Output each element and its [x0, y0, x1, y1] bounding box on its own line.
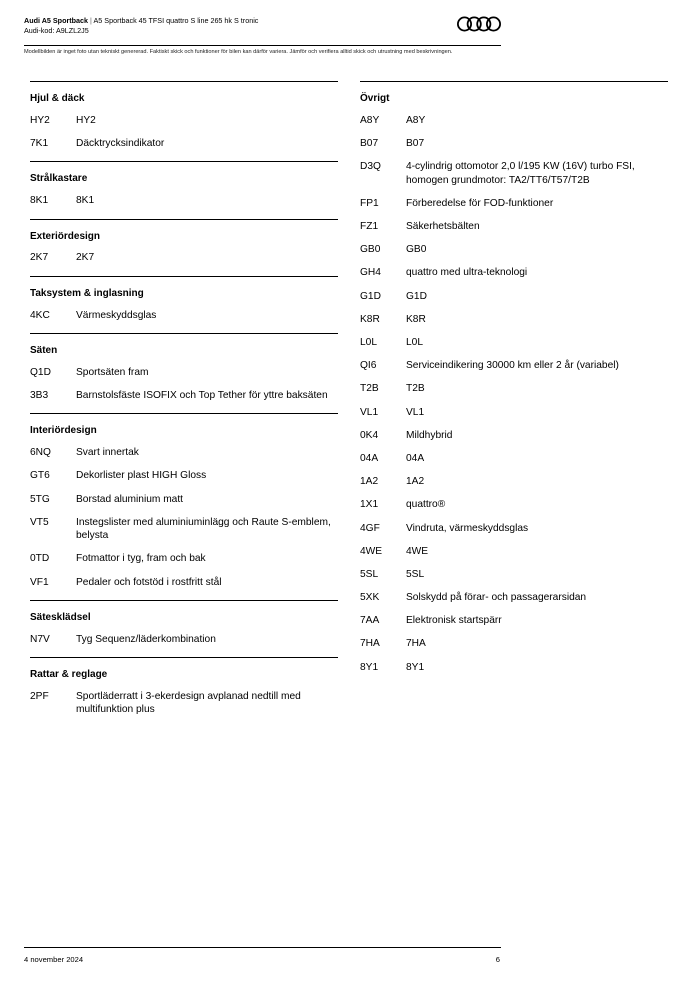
- equipment-row: [360, 109, 668, 132]
- equipment-row: [30, 685, 338, 722]
- equipment-code: 2PF: [30, 690, 49, 702]
- equipment-code: K8R: [360, 313, 380, 325]
- model-line: [24, 16, 424, 26]
- equipment-description: G1D: [406, 290, 427, 302]
- equipment-description: Fotmattor i tyg, fram och bak: [76, 553, 206, 565]
- equipment-description: 04A: [406, 452, 425, 464]
- equipment-description: Förberedelse för FOD-funktioner: [406, 197, 554, 209]
- equipment-description: L0L: [406, 337, 423, 349]
- equipment-row: [360, 656, 668, 679]
- equipment-description: Säkerhetsbälten: [406, 221, 480, 233]
- audi-rings-logo-icon: [456, 15, 502, 33]
- equipment-code: HY2: [30, 114, 50, 126]
- equipment-code: A8Y: [360, 114, 380, 126]
- equipment-description: 8Y1: [406, 661, 425, 673]
- equipment-code: 3B3: [30, 389, 49, 401]
- equipment-code: 1A2: [360, 476, 379, 488]
- equipment-section: [30, 333, 338, 413]
- equipment-description: Dekorlister plast HIGH Gloss: [76, 470, 207, 482]
- equipment-code: GB0: [360, 244, 381, 256]
- equipment-row: [360, 517, 668, 540]
- equipment-row: [360, 540, 668, 563]
- equipment-code: 0TD: [30, 553, 50, 565]
- section-title: Interiördesign: [30, 425, 97, 437]
- equipment-description: Vindruta, värmeskyddsglas: [406, 522, 529, 534]
- equipment-description: Däcktrycksindikator: [76, 138, 165, 150]
- model-variant: A5 Sportback 45 TFSI quattro S line 265 hk S tronic: [93, 16, 259, 25]
- equipment-description: Mildhybrid: [406, 429, 453, 441]
- equipment-description: Värmeskyddsglas: [76, 309, 157, 321]
- equipment-row: [360, 633, 668, 656]
- equipment-description: 4WE: [406, 545, 429, 557]
- equipment-description: quattro®: [406, 499, 446, 511]
- audi-code-value: A9LZL2J5: [55, 26, 89, 35]
- disclaimer-text: Modellbilden är inget foto utan tekniskt genererad. Faktiskt skick och funktioner för bilen kan därför variera. Jämför och verifiera alltid skick och utrustning med beskrivningen.: [24, 49, 453, 55]
- equipment-code: 2K7: [30, 252, 49, 264]
- equipment-code: FP1: [360, 197, 379, 209]
- equipment-description: GB0: [406, 244, 427, 256]
- equipment-code: 7AA: [360, 615, 380, 627]
- audi-code-line: [24, 26, 424, 36]
- equipment-code: 6NQ: [30, 447, 51, 459]
- equipment-row: [360, 285, 668, 308]
- equipment-description: T2B: [406, 383, 425, 395]
- equipment-row: [30, 247, 338, 270]
- header-divider: [24, 45, 501, 46]
- equipment-row: [30, 628, 338, 651]
- equipment-description: A8Y: [406, 114, 426, 126]
- equipment-row: [360, 378, 668, 401]
- equipment-row: [360, 401, 668, 424]
- equipment-code: 0K4: [360, 429, 379, 441]
- equipment-row: [30, 511, 338, 548]
- equipment-description: Svart innertak: [76, 447, 139, 459]
- equipment-description: 4-cylindrig ottomotor 2,0 l/195 KW (16V) turbo FSI, homogen grundmotor: TA2/TT6/T57/T2B: [406, 161, 635, 186]
- equipment-description: B07: [406, 138, 425, 150]
- equipment-description: Instegslister med aluminiuminlägg och Raute S-emblem, belysta: [76, 516, 331, 542]
- equipment-row: [30, 488, 338, 511]
- equipment-row: [30, 441, 338, 464]
- document-header: [24, 16, 424, 36]
- model-name: Audi A5 Sportback: [24, 16, 89, 25]
- equipment-column-left: [30, 81, 338, 728]
- section-title: Taksystem & inglasning: [30, 287, 144, 299]
- footer-divider: [24, 947, 501, 948]
- equipment-code: 7HA: [360, 638, 380, 650]
- equipment-row: [360, 494, 668, 517]
- equipment-row: [360, 132, 668, 155]
- equipment-code: T2B: [360, 383, 379, 395]
- equipment-row: [360, 331, 668, 354]
- equipment-code: 5XK: [360, 592, 380, 604]
- equipment-row: [360, 609, 668, 632]
- equipment-description: Pedaler och fotstöd i rostfritt stål: [76, 576, 222, 588]
- section-title: Rattar & reglage: [30, 669, 108, 681]
- equipment-description: VL1: [406, 406, 425, 418]
- equipment-section: [30, 413, 338, 600]
- equipment-description: 5SL: [406, 568, 425, 580]
- equipment-row: [360, 192, 668, 215]
- equipment-row: [360, 262, 668, 285]
- section-title: Strålkastare: [30, 173, 88, 185]
- equipment-row: [360, 563, 668, 586]
- header-separator: |: [90, 16, 92, 25]
- equipment-row: [30, 548, 338, 571]
- section-title: Exteriördesign: [30, 230, 101, 242]
- equipment-row: [30, 571, 338, 594]
- equipment-code: D3Q: [360, 161, 381, 173]
- equipment-row: [30, 361, 338, 384]
- equipment-code: 04A: [360, 452, 379, 464]
- equipment-code: 8K1: [30, 195, 49, 207]
- equipment-section: [30, 600, 338, 657]
- equipment-description: Tyg Sequenz/läderkombination: [76, 633, 216, 645]
- equipment-row: [360, 470, 668, 493]
- equipment-section: [30, 81, 338, 161]
- equipment-description: 8K1: [76, 195, 95, 207]
- equipment-row: [360, 155, 668, 192]
- equipment-row: [30, 189, 338, 212]
- equipment-row: [360, 215, 668, 238]
- equipment-code: 4KC: [30, 309, 50, 321]
- equipment-code: 8Y1: [360, 661, 379, 673]
- equipment-description: Serviceindikering 30000 km eller 2 år (variabel): [406, 360, 619, 372]
- equipment-section: [30, 161, 338, 218]
- equipment-code: 4WE: [360, 545, 383, 557]
- equipment-code: VT5: [30, 516, 49, 528]
- equipment-code: GT6: [30, 470, 50, 482]
- section-title: Övrigt: [360, 93, 390, 104]
- equipment-row: [360, 308, 668, 331]
- equipment-code: G1D: [360, 290, 381, 302]
- equipment-description: Solskydd på förar- och passagerarsidan: [406, 592, 587, 604]
- equipment-description: quattro med ultra-teknologi: [406, 267, 528, 279]
- section-title: Sätesklädsel: [30, 611, 91, 623]
- equipment-row: [360, 586, 668, 609]
- section-title: Hjul & däck: [30, 93, 85, 104]
- equipment-description: Sportsäten fram: [76, 366, 149, 378]
- equipment-row: [360, 238, 668, 261]
- equipment-code: B07: [360, 138, 379, 150]
- equipment-row: [30, 109, 338, 132]
- equipment-description: Barnstolsfäste ISOFIX och Top Tether för yttre baksäten: [76, 389, 328, 401]
- equipment-code: VF1: [30, 576, 49, 588]
- equipment-row: [30, 304, 338, 327]
- equipment-code: 4GF: [360, 522, 380, 534]
- equipment-code: VL1: [360, 406, 379, 418]
- equipment-code: 5TG: [30, 493, 50, 505]
- equipment-section: [30, 657, 338, 728]
- equipment-row: [360, 354, 668, 377]
- equipment-description: Elektronisk startspärr: [406, 615, 502, 627]
- footer-date: 4 november 2024: [24, 955, 84, 964]
- equipment-column-right: [360, 81, 668, 685]
- audi-code-label: Audi-kod:: [24, 26, 55, 35]
- equipment-description: 2K7: [76, 252, 95, 264]
- section-title: Säten: [30, 344, 58, 356]
- equipment-description: HY2: [76, 114, 96, 126]
- equipment-code: N7V: [30, 633, 50, 645]
- equipment-code: 7K1: [30, 138, 49, 150]
- equipment-section: [30, 276, 338, 333]
- equipment-row: [360, 424, 668, 447]
- equipment-description: Borstad aluminium matt: [76, 493, 184, 505]
- equipment-code: 1X1: [360, 499, 379, 511]
- equipment-row: [30, 384, 338, 407]
- equipment-row: [360, 447, 668, 470]
- equipment-code: Q1D: [30, 366, 51, 378]
- equipment-code: FZ1: [360, 221, 379, 233]
- equipment-description: K8R: [406, 313, 426, 325]
- equipment-code: QI6: [360, 360, 377, 372]
- equipment-description: 7HA: [406, 638, 426, 650]
- equipment-description: Sportläderratt i 3-ekerdesign avplanad nedtill med multifunktion plus: [76, 690, 301, 716]
- equipment-description: 1A2: [406, 476, 425, 488]
- equipment-section: [360, 81, 668, 685]
- equipment-row: [30, 132, 338, 155]
- equipment-code: GH4: [360, 267, 381, 279]
- equipment-code: L0L: [360, 337, 377, 349]
- equipment-section: [30, 219, 338, 276]
- page-number: 6: [495, 955, 500, 964]
- equipment-code: 5SL: [360, 568, 379, 580]
- equipment-row: [30, 465, 338, 488]
